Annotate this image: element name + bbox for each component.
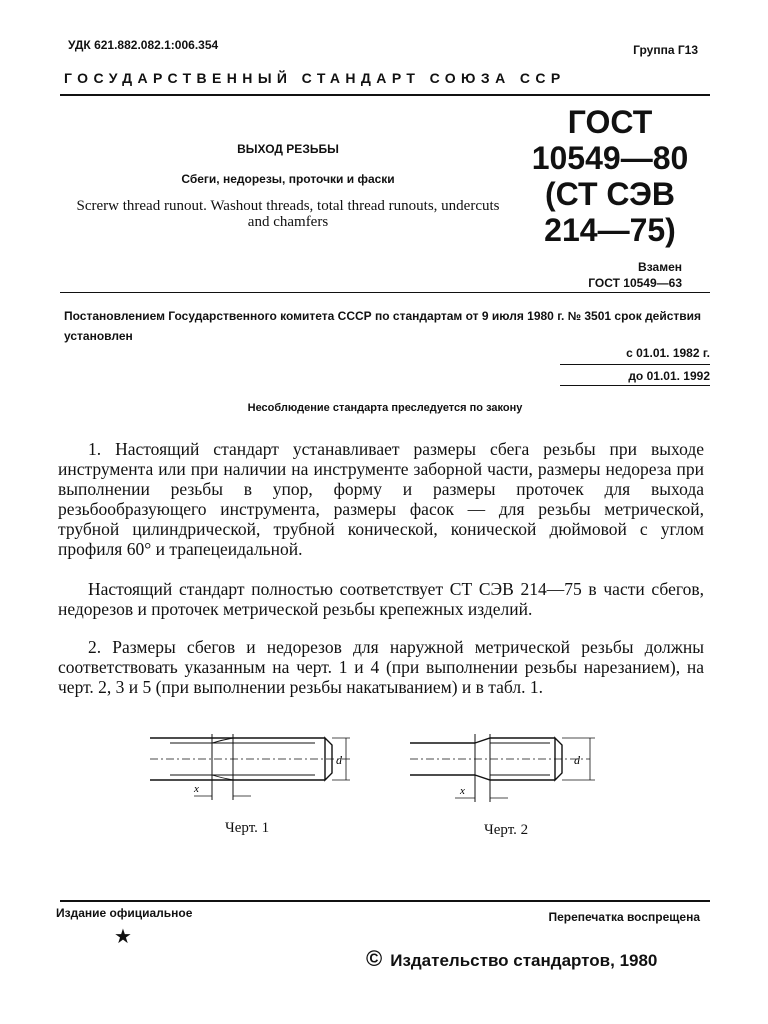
paragraph-2: Настоящий стандарт полностью соответствует СТ СЭВ 214—75 в части сбегов, недорезов и проточек метрической резьбы крепежных изделий.: [58, 579, 704, 619]
publisher-line: [366, 946, 657, 972]
dim-d-label: d: [336, 753, 342, 767]
replaced-standard: ГОСТ 10549—63: [588, 276, 682, 290]
middle-rule: [60, 292, 710, 293]
group-code: Группа Г13: [633, 43, 698, 57]
document-title: ВЫХОД РЕЗЬБЫ: [237, 142, 339, 156]
dim-x-label: x: [194, 783, 199, 795]
dim-d-label-2: d: [574, 753, 580, 767]
gost-label: ГОСТ: [567, 104, 653, 140]
validity-period: [560, 346, 710, 386]
legal-warning: Несоблюдение стандарта преследуется по закону: [247, 402, 523, 414]
replaced-label: Взамен: [638, 260, 682, 274]
drawing-1: [150, 730, 360, 810]
gost-sev-line2: 214—75): [544, 212, 676, 248]
gost-number: 10549—80: [531, 140, 689, 176]
drawing-2-caption: Черт. 2: [484, 822, 529, 838]
star-icon: ★: [114, 926, 132, 948]
gost-designation: [520, 104, 700, 290]
title-block: [68, 142, 508, 230]
edition-note: Издание официальное: [56, 906, 193, 920]
valid-from: с 01.01. 1982 г.: [560, 346, 710, 365]
bottom-rule: [60, 900, 710, 902]
udk-code: УДК 621.882.082.1:006.354: [68, 38, 219, 52]
document-subtitle: Сбеги, недорезы, проточки и фаски: [181, 172, 395, 186]
english-title: Screrw thread runout. Washout threads, total thread runouts, undercuts and chamfers: [76, 198, 500, 230]
drawing-1-caption: Черт. 1: [225, 820, 270, 836]
copyright-icon: ©: [366, 946, 383, 971]
thread-top-edge: [475, 738, 555, 743]
thread-bottom-edge: [475, 775, 555, 780]
drawing-2: [410, 730, 610, 810]
state-standard-heading: ГОСУДАРСТВЕННЫЙ СТАНДАРТ СОЮЗА ССР: [64, 70, 566, 86]
publisher-name: Издательство стандартов, 1980: [390, 951, 658, 970]
top-rule: [60, 94, 710, 96]
runout-curve-bottom: [212, 775, 233, 780]
dim-x-label-2: x: [460, 785, 465, 797]
paragraph-1: 1. Настоящий стандарт устанавливает размеры сбега резьбы при выходе инструмента или при наличии на инструменте заборной части, размеры недореза при выполнении резьбы в упор, форму и размеры проточек для выхода резьбообразующего инструмента, размеры фасок — для резьбы метрической, трубной цилиндрической, трубной конической, конической дюймовой с углом профиля 60° и трапецеидальной.: [58, 439, 704, 559]
reprint-note: Перепечатка воспрещена: [548, 910, 700, 924]
gost-sev-line1: (СТ СЭВ: [545, 176, 675, 212]
valid-to: до 01.01. 1992: [560, 365, 710, 386]
decree-text: Постановлением Государственного комитета СССР по стандартам от 9 июля 1980 г. № 3501 срок действия установлен: [64, 309, 702, 343]
runout-curve-top: [212, 738, 233, 743]
paragraph-3: 2. Размеры сбегов и недорезов для наружной метрической резьбы должны соответствовать указанным на черт. 1 и 4 (при выполнении резьбы нарезанием), на черт. 2, 3 и 5 (при выполнении резьбы накатыванием) и в табл. 1.: [58, 637, 704, 697]
